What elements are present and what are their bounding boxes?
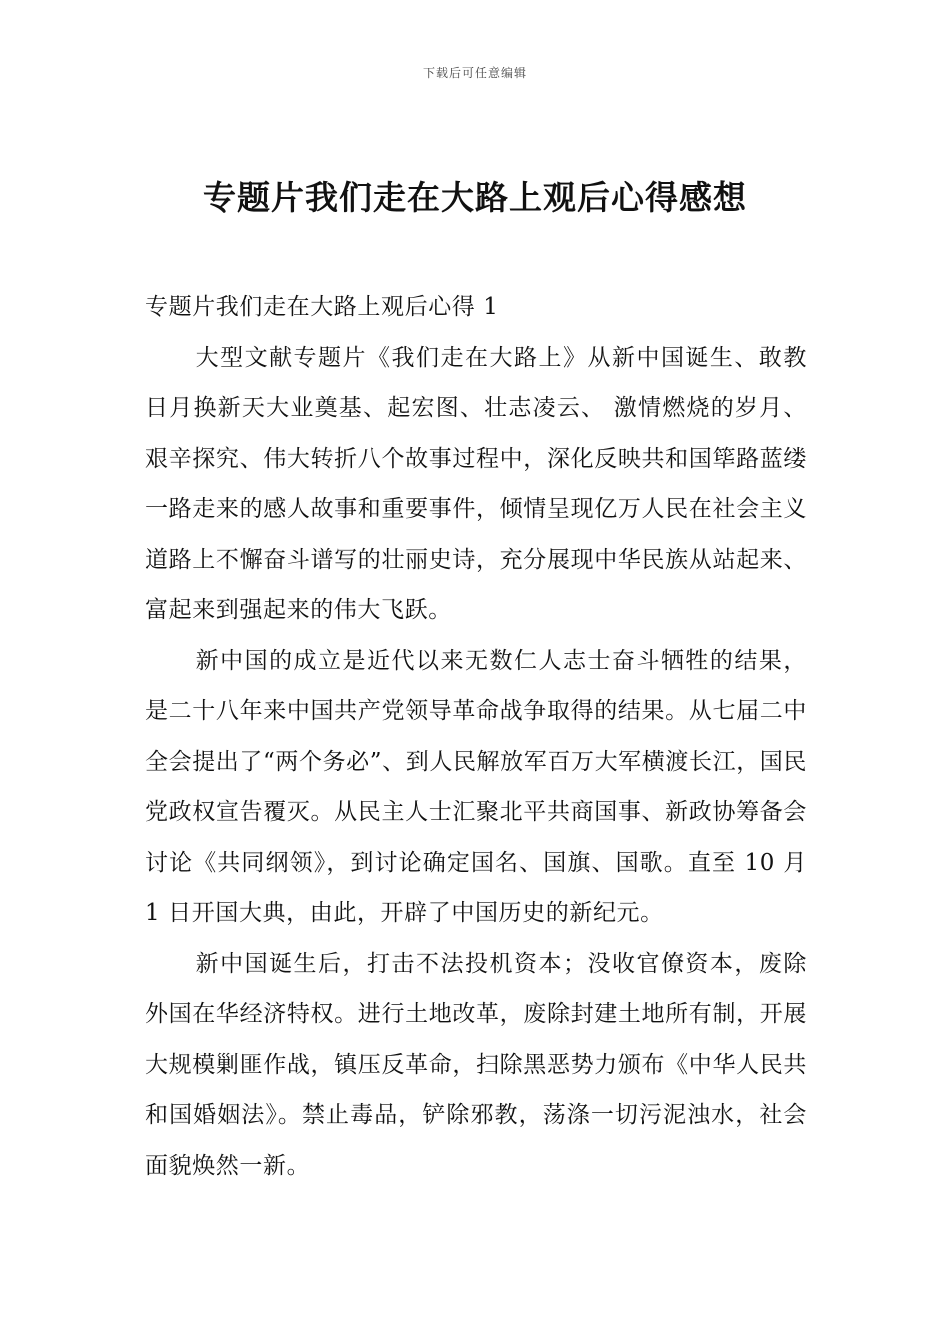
header-note: 下载后可任意编辑 xyxy=(422,66,527,80)
paragraph: 新中国诞生后，打击不法投机资本；没收官僚资本，废除外国在华经济特权。进行土地改革，废除封建土地所有制，开展大规模剿匪作战，镇压反革命，扫除黑恶势力颁布《中华人民共和国婚姻法》。禁止毒品，铲除邪教，荡涤一切污泥浊水，社会面貌焕然一新。 xyxy=(145,950,807,1179)
paragraph: 大型文献专题片《我们走在大路上》从新中国诞生、敢教日月换新天大业奠基、起宏图、壮志凌云、 激情燃烧的岁月、艰辛探究、伟大转折八个故事过程中，深化反映共和国筚路蓝缕一路走来的感人故事和重要事件，倾情呈现亿万人民在社会主义道路上不懈奋斗谱写的壮丽史诗，充分展现中华民族从站起来、富起来到强起来的伟大飞跃。 xyxy=(145,344,807,623)
paragraph: 新中国的成立是近代以来无数仁人志士奋斗牺牲的结果，是二十八年来中国共产党领导革命战争取得的结果。从七届二中全会提出了“两个务必”、到人民解放军百万大军横渡长江，国民党政权宣告覆灭。从民主人士汇聚北平共商国事、新政协筹备会讨论《共同纲领》，到讨论确定国名、国旗、国歌。直至 10 月 1 日开国大典，由此，开辟了中国历史的新纪元。 xyxy=(145,647,807,926)
document-body xyxy=(145,282,807,1191)
section-heading: 专题片我们走在大路上观后心得 1 xyxy=(145,294,499,320)
document-title: 专题片我们走在大路上观后心得感想 xyxy=(203,178,747,217)
